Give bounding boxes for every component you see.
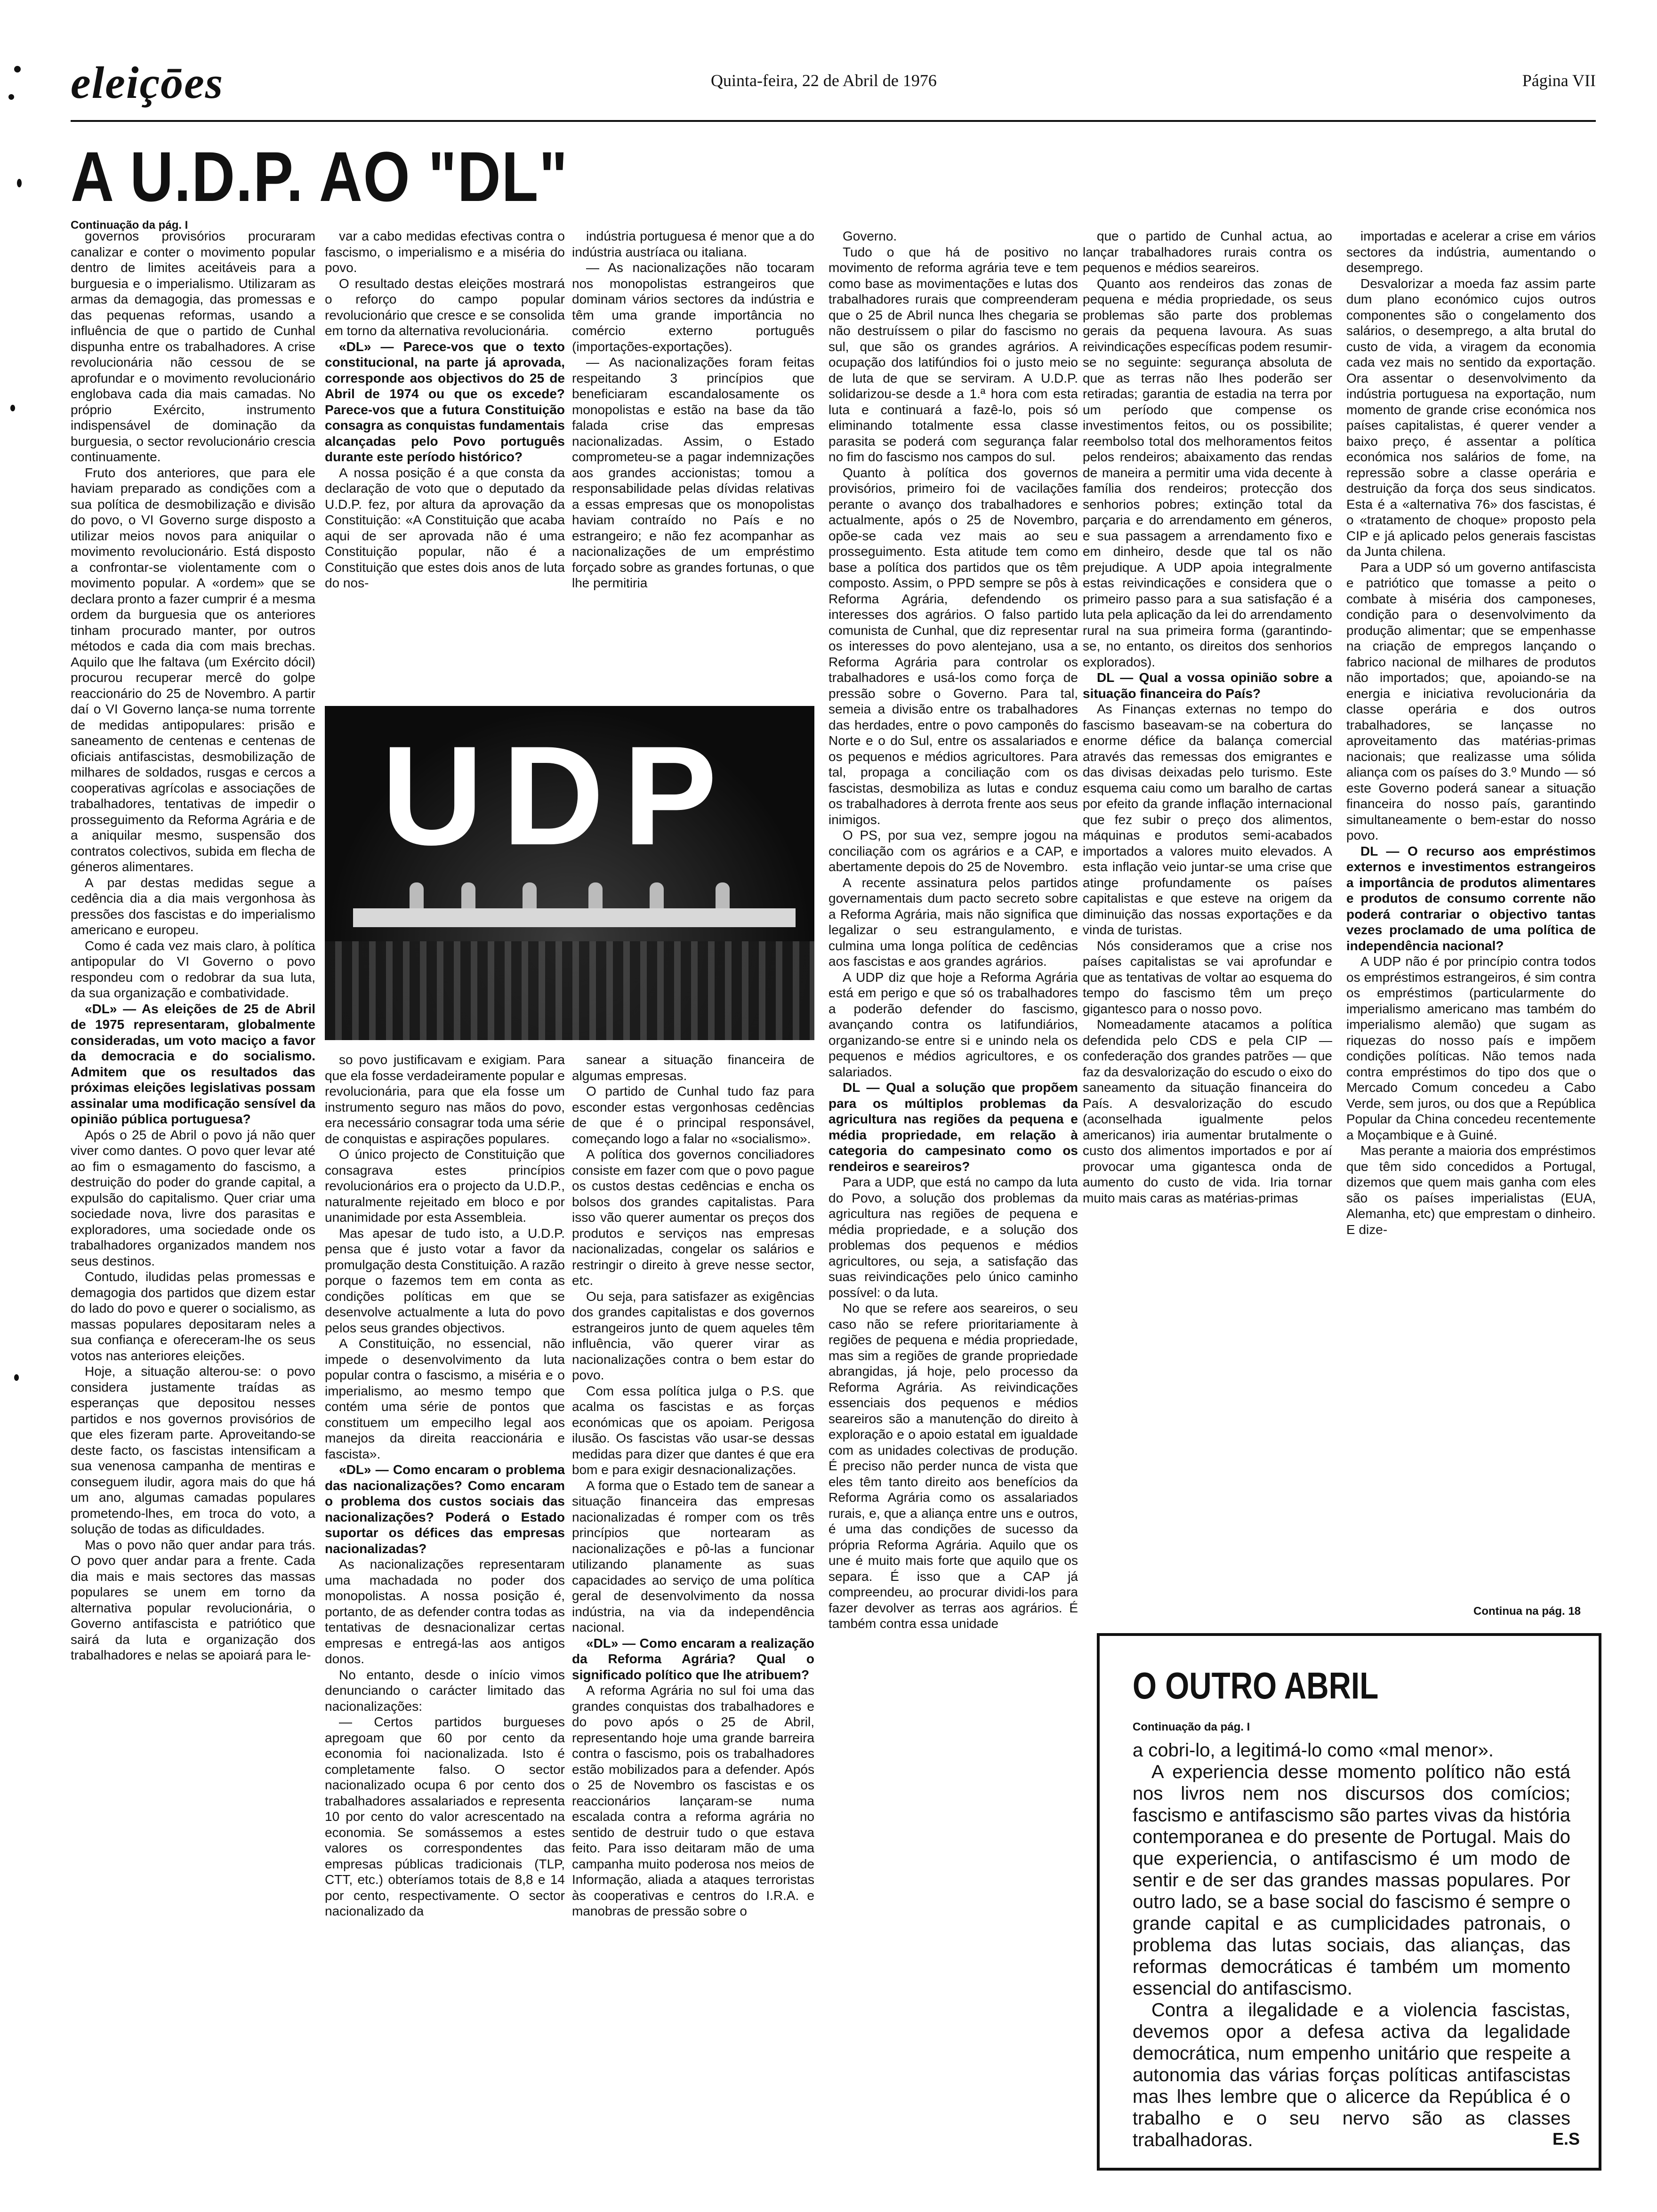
article-paragraph: Hoje, a situação alterou-se: o povo considera justamente traídas as esperanças que depositou nesses partidos e nos governos provisórios de que eles fizeram parte. Aproveitando-se deste facto, os fascistas intensificam a sua venenosa campanha de mentiras e conseguem iludir, agora mais do que há um ano, algumas camadas populares prometendo-lhes, em troca do voto, a solução de todas as dificuldades. bbox=[71, 1364, 315, 1536]
article-paragraph: Mas perante a maioria dos empréstimos que têm sido concedidos a Portugal, dizemos que quem mais ganha com eles são os países imperialistas (EUA, Alemanha, etc) que emprestam o dinheiro. E dize- bbox=[1346, 1143, 1596, 1237]
article-column-3 bbox=[572, 228, 814, 699]
article-paragraph: Mas apesar de tudo isto, a U.D.P. pensa que é justo votar a favor da promulgação desta Constituição. A razão porque o fazemos tem em conta as condições políticas em que se desenvolve actualmente a luta do povo pelos seus grandes objectivos. bbox=[325, 1226, 565, 1335]
article-paragraph: A política dos governos conciliadores consiste em fazer com que o povo pague os custos destas cedências e encha os bolsos dos grandes capitalistas. Para isso vão querer aumentar os preços dos produtos e serviços nas empresas nacionalizadas, congelar os salários e restringir o direito à greve nesse sector, etc. bbox=[572, 1147, 814, 1288]
article-paragraph: Após o 25 de Abril o povo já não quer viver como dantes. O povo quer levar até ao fim o esmagamento do fascismo, a destruição do poder do grande capital, a expulsão do capitalismo. Quer criar uma sociedade nova, livre dos parasitas e exploradores, uma sociedade onde os trabalhadores organizados mandem nos seus destinos. bbox=[71, 1127, 315, 1268]
column-text bbox=[325, 228, 565, 591]
article-column-7 bbox=[1083, 228, 1332, 1584]
sidebar-continuation: Continuação da pág. I bbox=[1133, 1721, 1250, 1733]
article-paragraph: A forma que o Estado tem de sanear a situação financeira das empresas nacionalizadas é romper com os três princípios que nortearam as nacionalizações e pô-las a funcionar utilizando planamente as suas capacidades ao serviço de uma política geral de desenvolvimento da nossa indústria, na via da independência nacional. bbox=[572, 1478, 814, 1635]
person bbox=[461, 882, 475, 911]
article-paragraph: A reforma Agrária no sul foi uma das grandes conquistas dos trabalhadores e do povo após o 25 de Abril, representando hoje uma grande barreira contra o fascismo, pois os trabalhadores estão mobilizados para a defender. Após o 25 de Novembro os fascistas e os reaccionários lançaram-se numa escalada contra a reforma agrária no sentido de destruir tudo o que estava feito. Para isso deitaram mão de uma campanha muito poderosa nos meios de Informação, aliada a ataques terroristas às cooperativas e centros do I.R.A. e manobras de pressão sobre o bbox=[572, 1683, 814, 1918]
udp-sign: UDP bbox=[381, 716, 736, 874]
person bbox=[523, 882, 537, 911]
article-paragraph: indústria portuguesa é menor que a do indústria austríaca ou italiana. bbox=[572, 229, 814, 259]
column-text bbox=[1083, 228, 1332, 1206]
person bbox=[650, 882, 664, 911]
print-speck bbox=[14, 1374, 19, 1381]
page-number: Página VII bbox=[1522, 71, 1596, 90]
article-paragraph: Ou seja, para satisfazer as exigências dos grandes capitalistas e dos governos estrangeiros junto de quem aqueles têm influência, vão querer virar as nacionalizações contra o bem estar do povo. bbox=[572, 1289, 814, 1382]
article-paragraph: Com essa política julga o P.S. que acalma os fascistas e as forças económicas que os apoiam. Perigosa ilusão. Os fascistas vão usar-se dessas medidas para dizer que dantes é que era bom e para exigir desnacionalizações. bbox=[572, 1383, 814, 1477]
sidebar-paragraph: a cobri-lo, a legitimá-lo como «mal menor». bbox=[1133, 1740, 1494, 1761]
article-paragraph: DL — Qual a solução que propõem para os múltiplos problemas da agricultura nas regiões da pequena e média propriedade, em relação à categoria do campesinato como os rendeiros e seareiros? bbox=[828, 1080, 1078, 1174]
article-paragraph: Nós consideramos que a crise nos países capitalistas se vai aprofundar e que as tentativas de voltar ao esquema do tempo do fascismo têm um preço gigantesco para o nosso povo. bbox=[1083, 938, 1332, 1016]
print-speck bbox=[14, 66, 21, 72]
article-paragraph: As nacionalizações representaram uma machadada no poder dos monopolistas. A nossa posição é, portanto, de as defender contra todas as tentativas de desnacionalizar certas empresas e entregá-las aos antigos donos. bbox=[325, 1557, 565, 1666]
article-paragraph: var a cabo medidas efectivas contra o fascismo, o imperialismo e a miséria do povo. bbox=[325, 229, 565, 275]
article-paragraph: A nossa posição é a que consta da declaração de voto que o deputado da U.D.P. fez, por altura da aprovação da Constituição: «A Constituição que acaba aqui de ser aprovada não é uma Constituição popular, não é a Constituição que estes dois anos de luta do nos- bbox=[325, 465, 565, 590]
article-paragraph: Fruto dos anteriores, que para ele haviam preparado as condições com a sua política de desmobilização e divisão do povo, o VI Governo surge disposto a utilizar meios novos para aniquilar o movimento revolucionário. Está disposto a confrontar-se violentamente com o movimento popular. A «ordem» que se declara pronto a fazer cumprir é a mesma ordem da burguesia que os anteriores tinham procurado manter, por outros métodos e cada dia com mais brechas. Aquilo que lhe faltava (um Exército dócil) procurou recuperar mercê do golpe reaccionário do 25 de Novembro. A partir daí o VI Governo lança-se numa torrente de medidas antipopulares: prisão e saneamento de centenas e centenas de oficiais antifascistas, desmobilização de milhares de soldados, rusgas e cercos a cooperativas agrícolas e associações de trabalhadores, tentativas de impedir o prosseguimento da Reforma Agrária e de a aniquilar mesmo, suspensão dos contratos colectivos, subida em flecha de géneros alimentares. bbox=[71, 465, 315, 874]
article-paragraph: As Finanças externas no tempo do fascismo baseavam-se na cobertura do enorme défice da balança comercial através das remessas dos emigrantes e das divisas deixadas pelo turismo. Este esquema caiu como um baralho de cartas por efeito da grande inflação internacional que fez subir o preço dos alimentos, máquinas e produtos semi-acabados importados a valores muito elevados. A esta inflação veio juntar-se uma crise que atinge profundamente os países capitalistas e que esteve na origem da diminuição das nossas exportações e da vinda de turistas. bbox=[1083, 702, 1332, 937]
sidebar-signature: E.S bbox=[1552, 2129, 1580, 2148]
print-speck bbox=[17, 179, 22, 187]
person bbox=[410, 882, 424, 911]
column-text bbox=[1346, 228, 1596, 1237]
article-paragraph: governos provisórios procuraram canalizar e conter o movimento popular dentro de limites aceitáveis para a burguesia e o imperialismo. Utilizaram as armas da demagogia, das promessas e das pequenas reformas, usando a influência de que o partido de Cunhal dispunha entre os trabalhadores. A crise revolucionária não cessou de se aprofundar e o movimento revolucionário englobava cada dia mais camadas. No próprio Exército, instrumento indispensável de dominação da burguesia, o sector revolucionário crescia continuamente. bbox=[71, 229, 315, 464]
sidebar-box bbox=[1097, 1633, 1601, 2171]
article-paragraph: A UDP não é por princípio contra todos os empréstimos estrangeiros, é sim contra os empréstimos (particularmente do imperialismo americano mas também do imperialismo alemão) que sugam as riquezas do nosso país e impõem condições políticas. Não temos nada contra empréstimos do tipo dos que o Mercado Comum concedeu a Cabo Verde, sem juros, ou dos que a República Popular da China concedeu recentemente a Moçambique e à Guiné. bbox=[1346, 954, 1596, 1142]
article-column-6 bbox=[828, 228, 1078, 2205]
article-paragraph: — As nacionalizações foram feitas respeitando 3 princípios que beneficiaram escandalosamente os monopolistas e estão na base da tão falada crise das empresas nacionalizadas. Assim, o Estado comprometeu-se a pagar indemnizações aos grandes accionistas; tomou a responsabilidade pelas dívidas relativas a essas empresas que os monopolistas haviam contraído no País e no estrangeiro; e não fez acompanhar as nacionalizações de um empréstimo forçado sobre as grandes fortunas, o que lhe permitiria bbox=[572, 355, 814, 590]
article-column-1 bbox=[71, 228, 315, 2205]
article-column-5 bbox=[572, 1052, 814, 2205]
article-paragraph: DL — O recurso aos empréstimos externos e investimentos estrangeiros a importância de produtos alimentares e produtos de consumo corrente não poderá contrariar o objectivo tantas vezes proclamado de uma política de independência nacional? bbox=[1346, 843, 1596, 953]
article-paragraph: A Constituição, no essencial, não impede o desenvolvimento da luta popular contra o fascismo, a miséria e o imperialismo, ao mesmo tempo que contém uma série de pontos que constituem um empecilho legal aos manejos da direita reaccionária e fascista». bbox=[325, 1336, 565, 1461]
article-headline: A U.D.P. AO "DL" bbox=[71, 137, 569, 216]
article-paragraph: — Certos partidos burgueses apregoam que 60 por cento da economia foi nacionalizada. Isto é completamente falso. O sector nacionalizado ocupa 6 por cento dos trabalhadores assalariados e representa 10 por cento do valor acrescentado na economia. Se somássemos a estes valores os correspondentes das empresas públicas tradicionais (TLP, CTT, etc.) obteríamos totais de 8,8 e 14 por cento, respectivamente. O sector nacionalizado da bbox=[325, 1715, 565, 1918]
print-speck bbox=[8, 94, 14, 100]
article-paragraph: Contudo, iludidas pelas promessas e demagogia dos partidos que dizem estar do lado do povo e querer o socialismo, as massas populares depositaram neles a sua confiança e ofereceram-lhe os seus votos nas anteriores eleições. bbox=[71, 1269, 315, 1363]
sidebar-paragraph: Contra a ilegalidade e a violencia fascistas, devemos opor a defesa activa da legalidade democrática, num empenho unitário que respeite a autonomia das várias forças políticas antifascistas mas lhes lembre que o alicerce da República é o trabalho e o seu nervo são as classes trabalhadoras. bbox=[1133, 2000, 1570, 2150]
article-paragraph: Para a UDP só um governo antifascista e patriótico que tomasse a peito o combate à miséria dos camponeses, condição para o desenvolvimento da produção alimentar; que se empenhasse na criação de empregos lançando o fabrico nacional de milhares de produtos não importados; que, apoiando-se na energia e iniciativa revolucionária da classe operária e dos outros trabalhadores, se lançasse no aproveitamento das matérias-primas nacionais; que realizasse uma sólida aliança com os países do 3.º Mundo — só este Governo poderá sanear a situação financeira do nosso país, garantindo simultaneamente o bem-estar do nosso povo. bbox=[1346, 560, 1596, 842]
article-paragraph: No que se refere aos seareiros, o seu caso não se refere prioritariamente à regiões de pequena e média propriedade, mas sim a regiões de grande propriedade abrangidas, já hoje, pelo processo da Reforma Agrária. As reivindicações essenciais dos pequenos e médios seareiros são a manutenção do direito à exploração e o apoio estatal em igualdade com as unidades colectivas de produção. É preciso não perder nunca de vista que eles têm tanto direito aos benefícios da Reforma Agrária como os assalariados rurais, e, que a aliança entre uns e outros, é uma das condições de sucesso da própria Reforma Agrária. Aquilo que os une é muito mais forte que aquilo que os separa. É isso que a CAP já compreendeu, ao procurar dividi-los para fazer devolver as terras aos agrários. É também contra essa unidade bbox=[828, 1301, 1078, 1631]
udp-photo bbox=[325, 706, 814, 1040]
article-paragraph: sanear a situação financeira de algumas empresas. bbox=[572, 1052, 814, 1083]
article-paragraph: Tudo o que há de positivo no movimento de reforma agrária teve e tem como base as movimentações e lutas dos trabalhadores rurais que compreenderam que o 25 de Abril nunca lhes chegaria se não destruíssem o pilar do fascismo no sul, que são os grandes agrários. A ocupação dos latifúndios foi o justo meio de luta de que se serviram. A U.D.P. solidarizou-se desde a 1.ª hora com esta luta e continuará a fazê-lo, pois só eliminando totalmente essa classe parasita se poderá com segurança falar no fim do fascismo nos campos do sul. bbox=[828, 244, 1078, 464]
article-paragraph: «DL» — Parece-vos que o texto constitucional, na parte já aprovada, corresponde aos objectivos do 25 de Abril de 1974 ou que os excede? Parece-vos que a futura Constituição consagra as conquistas fundamentais alcançadas pelo Povo português durante este período histórico? bbox=[325, 339, 565, 464]
article-paragraph: Governo. bbox=[843, 229, 897, 243]
section-name: eleiçōes bbox=[71, 57, 224, 108]
dateline: Quinta-feira, 22 de Abril de 1976 bbox=[711, 71, 937, 90]
column-text bbox=[828, 228, 1078, 1632]
sidebar-paragraph: A experiencia desse momento político não está nos livros nem nos discursos dos comícios; fascismo e antifascismo são partes vivas da história contemporanea e do presente de Portugal. Mais do que experiencia, o antifascismo é um modo de sentir e de ser das grandes massas populares. Por outro lado, se a base social do fascismo é sempre o grande capital e as cumplicidades patronais, o problema das lutas sociais, das alianças, das reformas democráticas é também um momento essencial do antifascismo. bbox=[1133, 1762, 1570, 1999]
article-paragraph: Nomeadamente atacamos a política defendida pelo CDS e pela CIP — confederação dos grandes patrões — que faz da desvalorização do escudo o eixo do saneamento da situação financeira do País. A desvalorização do escudo (aconselhada igualmente pelos americanos) iria aumentar brutalmente o custo dos alimentos importados e por aí provocar uma gigantesca onda de aumento do custo de vida. Iria tornar muito mais caras as matérias-primas bbox=[1083, 1017, 1332, 1205]
article-paragraph: Como é cada vez mais claro, à política antipopular do VI Governo o povo respondeu com o redobrar da sua luta, da sua organização e combatividade. bbox=[71, 938, 315, 1000]
continues-note: Continua na pág. 18 bbox=[1473, 1605, 1581, 1618]
article-paragraph: Quanto aos rendeiros das zonas de pequena e média propriedade, os seus problemas são parte dos problemas gerais da pequena lavoura. As suas reivindicações específicas podem resumir-se no seguinte: segurança absoluta de que as terras não lhes poderão ser retiradas; garantia de estadia na terra por um período que compense os investimentos feitos, ou os possibilite; reembolso total dos melhoramentos feitos pelos rendeiros; abaixamento das rendas de maneira a permitir uma vida decente à família dos rendeiros; protecção dos senhorios pobres; extinção total da parçaria e do arrendamento em géneros, e sua passagem a arrendamento fixo e em dinheiro, desde que tal os não prejudique. A UDP apoia integralmente estas reivindicações e considera que o primeiro passo para a sua satisfação é a luta pela aplicação da lei do arrendamento rural na sua primeira forma (garantindo-se, no entanto, os direitos dos senhorios explorados). bbox=[1083, 276, 1332, 669]
article-paragraph: importadas e acelerar a crise em vários sectores da indústria, aumentando o desemprego. bbox=[1346, 229, 1596, 275]
column-text bbox=[325, 1052, 565, 1919]
column-text bbox=[572, 1052, 814, 1919]
article-paragraph: so povo justificavam e exigiam. Para que ela fosse verdadeiramente popular e revolucionária, para que ela fosse um instrumento seguro nas mãos do povo, era necessário consagrar toda uma série de conquistas e aspirações populares. bbox=[325, 1052, 565, 1146]
article-paragraph: «DL» — As eleições de 25 de Abril de 1975 representaram, globalmente consideradas, um voto maciço a favor da democracia e do socialismo. Admitem que os resultados das próximas eleições legislativas possam assinalar uma modificação sensível da opinião pública portuguesa? bbox=[71, 1001, 315, 1126]
presiding-table bbox=[353, 908, 796, 927]
article-column-4 bbox=[325, 1052, 565, 2205]
article-paragraph: «DL» — Como encaram a realização da Reforma Agrária? Qual o significado político que lhe atribuem? bbox=[572, 1635, 814, 1682]
print-speck bbox=[10, 405, 15, 411]
article-paragraph: O resultado destas eleições mostrará o reforço do campo popular revolucionário que cresce e se consolida em torno da alternativa revolucionária. bbox=[325, 276, 565, 338]
column-text bbox=[71, 228, 315, 1663]
article-paragraph: Desvalorizar a moeda faz assim parte dum plano económico cujos outros componentes são o congelamento dos salários, o desemprego, a alta brutal do custo de vida, a viragem da economia cada vez mais no sentido da exportação. Ora assentar o desenvolvimento da indústria portuguesa na exportação, num momento de grande crise económica nos países capitalistas, é querer vender a baixo preço, é assentar a política económica nos salários de fome, na repressão sobre a classe operária e destruição da força dos seus sindicatos. Esta é a «alternativa 76» dos fascistas, é o «tratamento de choque» proposto pela CIP e já aplicado pelos generais fascistas da Junta chilena. bbox=[1346, 276, 1596, 559]
article-paragraph: que o partido de Cunhal actua, ao lançar trabalhadores rurais contra os pequenos e médios seareiros. bbox=[1083, 229, 1332, 275]
sidebar-title: O OUTRO ABRIL bbox=[1133, 1665, 1379, 1707]
article-paragraph: A recente assinatura pelos partidos governamentais dum pacto secreto sobre a Reforma Agrária, mais não significa que legalizar o seu estrangulamento, e culmina uma longa política de cedências aos fascistas e aos grandes agrários. bbox=[828, 875, 1078, 969]
continuation-note: Continuação da pág. I bbox=[71, 219, 188, 232]
article-paragraph: O PS, por sua vez, sempre jogou na conciliação com os agrários e a CAP, e abertamente depois do 25 de Novembro. bbox=[828, 828, 1078, 874]
article-paragraph: DL — Qual a vossa opinião sobre a situação financeira do País? bbox=[1083, 670, 1332, 701]
article-column-2 bbox=[325, 228, 565, 699]
masthead-rule bbox=[71, 120, 1596, 122]
article-paragraph: Para a UDP, que está no campo da luta do Povo, a solução dos problemas da agricultura nas regiões de pequena e média propriedade, e a solução dos problemas dos pequenos e médios agricultores, ou seja, a satisfação das suas reivindicações pelo único caminho possível: o da luta. bbox=[828, 1175, 1078, 1300]
article-paragraph: Quanto à política dos governos provisórios, primeiro foi de vacilações perante o avanço dos trabalhadores e actualmente, após o 25 de Novembro, opõe-se cada vez mais ao seu prosseguimento. Esta atitude tem como base a política dos partidos que os têm composto. Assim, o PPD sempre se pôs à Reforma Agrária, defendendo os interesses dos agrários. O falso partido comunista de Cunhal, que diz representar os interesses do povo alentejano, usa a Reforma Agrária para controlar os trabalhadores e usá-los como força de pressão sobre o Governo. Para tal, semeia a divisão entre os trabalhadores das herdades, entre o povo camponês do Norte e o do Sul, entre os assalariados e os pequenos e médios agricultores. Para tal, propaga a conciliação com os fascistas, desmobiliza as lutas e conduz os trabalhadores à derrota frente aos seus inimigos. bbox=[828, 465, 1078, 827]
article-paragraph: «DL» — Como encaram o problema das nacionalizações? Como encaram o problema dos custos sociais das nacionalizações? Poderá o Estado suportar os défices das empresas nacionalizadas? bbox=[325, 1462, 565, 1556]
audience bbox=[325, 941, 814, 1040]
masthead bbox=[71, 56, 1596, 122]
article-paragraph: O partido de Cunhal tudo faz para esconder estas vergonhosas cedências de que é o principal responsável, começando logo a falar no «socialismo». bbox=[572, 1084, 814, 1146]
person bbox=[588, 882, 603, 911]
article-paragraph: A par destas medidas segue a cedência dia a dia mais vergonhosa às pressões dos fascistas e do imperialismo americano e europeu. bbox=[71, 875, 315, 937]
article-paragraph: Mas o povo não quer andar para trás. O povo quer andar para a frente. Cada dia mais e mais sectores das massas populares se unem em torno da alternativa popular revolucionária, o Governo antifascista e patriótico que sairá da luta e organização dos trabalhadores e nelas se apoiará para le- bbox=[71, 1537, 315, 1662]
column-text bbox=[572, 228, 814, 591]
article-paragraph: O único projecto de Constituição que consagrava estes princípios revolucionários era o projecto da U.D.P., naturalmente rejeitado em bloco e por unanimidade por esta Assembleia. bbox=[325, 1147, 565, 1225]
sidebar-body bbox=[1133, 1739, 1570, 2151]
article-paragraph: — As nacionalizações não tocaram nos monopolistas estrangeiros que dominam vários sectores da indústria e têm uma grande importância no comércio externo português (importações-exportações). bbox=[572, 260, 814, 354]
person bbox=[716, 882, 730, 911]
article-column-8 bbox=[1346, 228, 1596, 1584]
article-paragraph: No entanto, desde o início vimos denunciando o carácter limitado das nacionalizações: bbox=[325, 1667, 565, 1714]
article-paragraph: A UDP diz que hoje a Reforma Agrária está em perigo e que só os trabalhadores a poderão defender do fascismo, avançando contra os latifundiários, organizando-se entre si e unindo nela os pequenos e médios agricultores, e os salariados. bbox=[828, 970, 1078, 1079]
